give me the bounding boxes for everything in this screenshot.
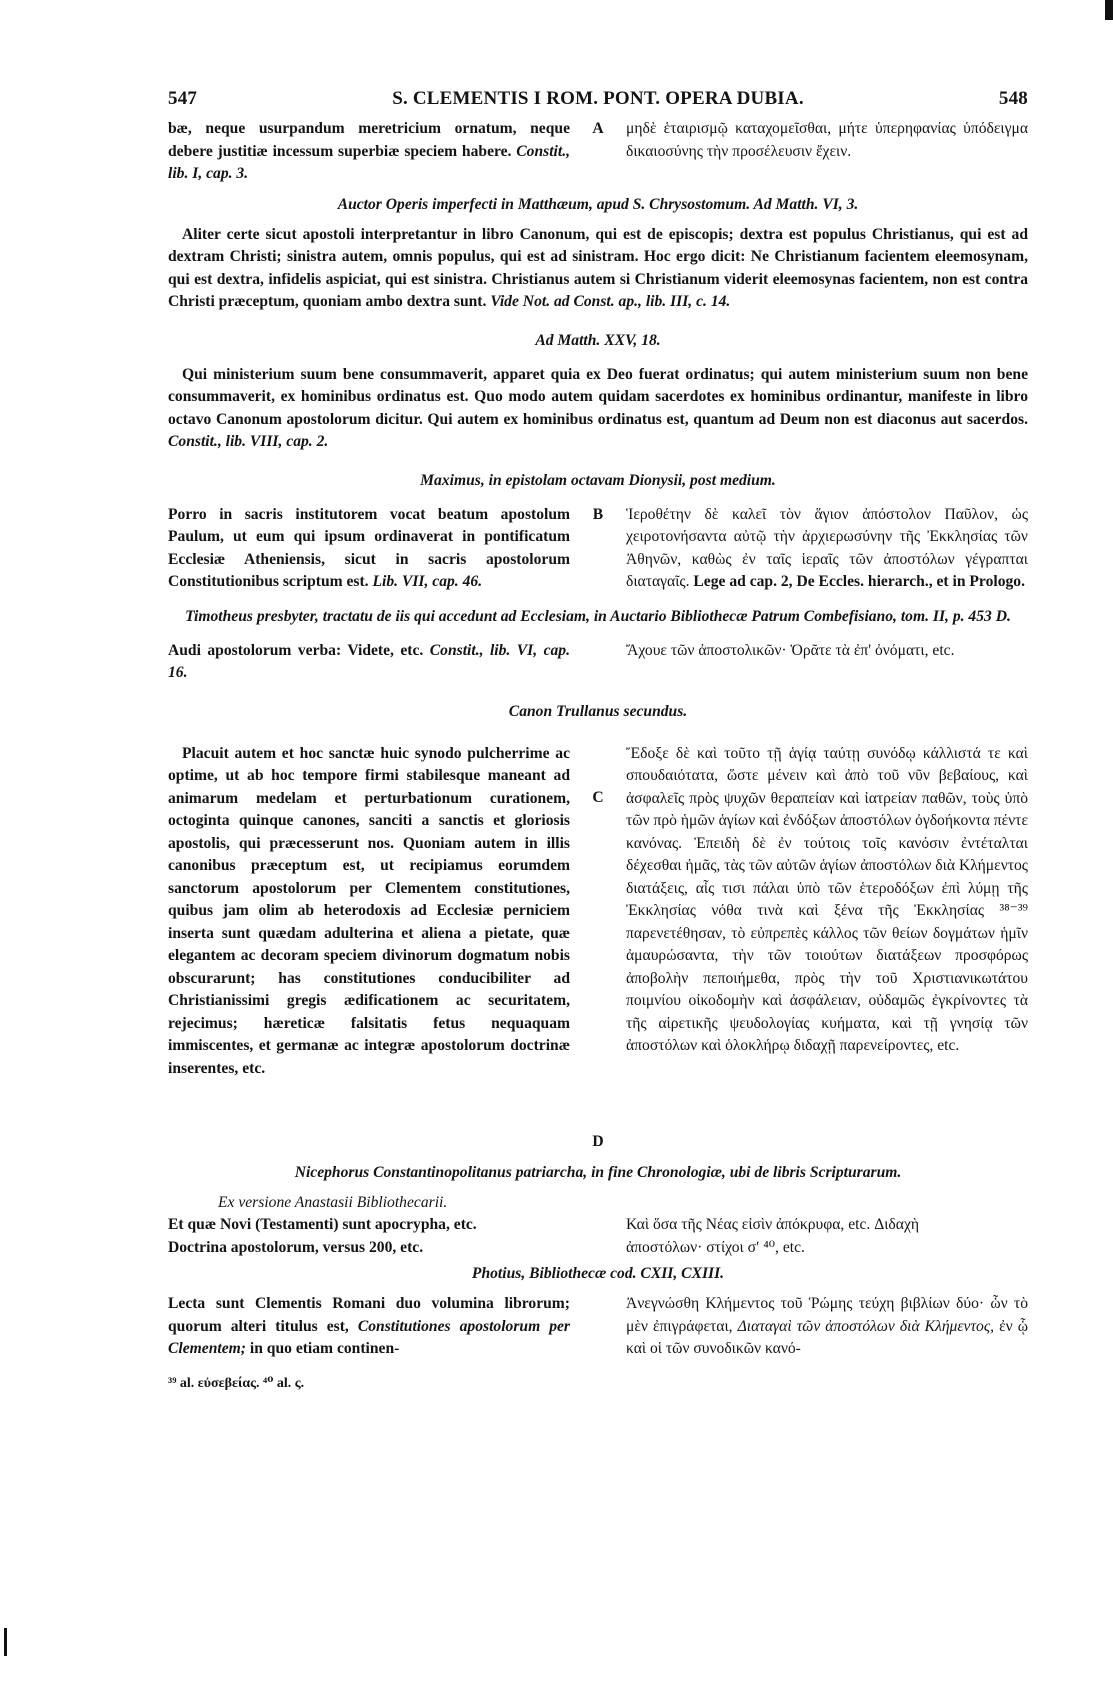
latin-column bbox=[168, 504, 570, 594]
section-constitutions-continued bbox=[168, 118, 1028, 186]
section-heading: Ad Matth. XXV, 18. bbox=[535, 331, 661, 349]
book-title: Διαταγαὶ τῶν ἀποστόλων διὰ Κλήμεντος, bbox=[737, 1317, 995, 1335]
greek-text: ἐν ᾧ καὶ οἱ τῶν συνοδικῶν κανό- bbox=[626, 1317, 1029, 1357]
running-header bbox=[168, 88, 1028, 118]
greek-text: Ἔδοξε δὲ καὶ τοῦτο τῇ ἁγίᾳ ταύτῃ συνόδῳ κάλλιστά τε καὶ σπουδαιότατα, ὥστε μένειν καὶ ἀπὸ τοῦ νῦν βεβαίους, καὶ ἀσφαλεῖς πρὸς ψυχῶν θεραπείαν καὶ ἰατρείαν παθῶν, τοὺς ὑπὸ τῶν πρὸ ἡμῶν ἁγίων καὶ ἐνδόξων ἀποστόλων ὀγδοήκοντα πέντε κανόνας. Ἐπειδὴ δὲ ἐν τούτοις τοῖς κανόσιν ἐντέταλται δέχεσθαι ἡμᾶς, τὰς τῶν αὐτῶν ἁγίων ἀποστόλων διὰ Κλήμεντος διατάξεις, αἷς τισι πάλαι ὑπὸ τῶν ἑτεροδόξων ἐπὶ λύμῃ τῆς Ἐκκλησίας νόθα τινὰ καὶ ξένα τῆς Ἐκκλησίας ³⁸⁻³⁹ παρενετέθησαν, τὸ εὐπρεπὲς κάλλος τῶν θείων δογμάτων ἡμῖν ἀμαυρώσαντα, τὴν τῶν τοιούτων διατάξεων προσφόρως ἀποβολὴν πεποιήμεθα, πρὸς τὴν τοῦ Χριστιανικωτάτου ποιμνίου οἰκοδομὴν καὶ ἀσφάλειαν, οὐδαμῶς ἐγκρίνοντες τὰ τῆς αἱρετικῆς ψευδολογίας κυήματα, καὶ τῇ γνησίᾳ τῶν ἀποστόλων καὶ ὁλοκλήρῳ διδαχῇ παρενείροντες, etc. bbox=[626, 744, 1028, 1054]
paragraph-text: Qui ministerium suum bene consummaverit, apparet quia ex Deo fuerat ordinatus; qui autem ministerium suum non bene consummaverit, ex hominibus ordinatus est. Quo modo autem quidam sacerdotes ex hominibus ordinantur, manifeste in libro octavo Canonum apostolorum dicitur. Qui autem ex hominibus ordinatus est, quantum ad Deum non est diaconus aut sacerdos. bbox=[168, 365, 1028, 428]
section-heading: Maximus, in epistolam octavam Dionysii, post medium. bbox=[420, 471, 776, 489]
greek-line: Καὶ ὅσα τῆς Νέας εἰσὶν ἀπόκρυφα, etc. Διδαχὴ bbox=[626, 1216, 920, 1233]
scan-edge-mark bbox=[4, 1628, 7, 1656]
citation: Constit., lib. VI, cap. 16. bbox=[168, 641, 570, 681]
greek-column bbox=[626, 504, 1028, 594]
greek-column bbox=[626, 1293, 1028, 1361]
greek-text: Ἄχουε τῶν ἀποστολικῶν· Ὁρᾶτε τὰ ἐπ' ὀνόματι, etc. bbox=[626, 641, 955, 659]
scan-edge-mark bbox=[1105, 0, 1113, 20]
page-number-left: 547 bbox=[168, 88, 198, 109]
margin-letters bbox=[588, 743, 608, 1154]
latin-column bbox=[168, 743, 570, 1081]
latin-column bbox=[168, 640, 570, 685]
latin-text: Lecta sunt Clementis Romani duo volumina librorum; quorum alteri titulus est, bbox=[168, 1295, 570, 1335]
latin-column bbox=[168, 1214, 570, 1259]
citation: Constit., lib. VIII, cap. 2. bbox=[168, 433, 329, 450]
greek-column bbox=[626, 640, 1028, 663]
margin-letter: B bbox=[592, 505, 604, 523]
paragraph bbox=[168, 224, 1028, 314]
latin-line: Et quæ Novi (Testamenti) sunt apocrypha, etc. bbox=[168, 1216, 477, 1233]
paragraph bbox=[168, 364, 1028, 454]
greek-text: Ἀνεγνώσθη Κλήμεντος τοῦ Ῥώμης τεύχη βιβλίων δύο· ὧν τὸ μὲν ἐπιγράφεται, bbox=[626, 1295, 1028, 1335]
section-timotheus bbox=[168, 640, 1028, 685]
subheading: Ex versione Anastasii Bibliothecarii. bbox=[218, 1193, 448, 1211]
margin-letter: D bbox=[592, 1133, 604, 1150]
page-number-right: 548 bbox=[998, 88, 1028, 109]
section-photius bbox=[168, 1293, 1028, 1361]
latin-text: bæ, neque usurpandum meretricium ornatum, neque debere justitiæ incessum superbiæ speciem habere. bbox=[168, 120, 570, 160]
section-heading: Nicephorus Constantinopolitanus patriarcha, in fine Chronologiæ, ubi de libris Scripturarum. bbox=[294, 1163, 902, 1181]
latin-line: Doctrina apostolorum, versus 200, etc. bbox=[168, 1238, 424, 1256]
citation: Vide Not. ad Const. ap., lib. III, c. 14. bbox=[490, 293, 731, 310]
greek-column bbox=[626, 1214, 1028, 1259]
greek-column bbox=[626, 743, 1028, 1058]
document-page bbox=[168, 88, 1028, 1395]
section-heading: Timotheus presbyter, tractatu de iis qui accedunt ad Ecclesiam, in Auctario Bibliothecæ Patrum Combefisiano, tom. II, p. 453 D. bbox=[185, 607, 1011, 625]
section-heading: Auctor Operis imperfecti in Matthæum, apud S. Chrysostomum. Ad Matth. VI, 3. bbox=[337, 195, 859, 213]
section-canon-trullanus bbox=[168, 743, 1028, 1154]
greek-text: Ἱεροθέτην δὲ καλεῖ τὸν ἅγιον ἀπόστολον Παῦλον, ὡς χειροτονήσαντα αὐτῷ τὴν ἀρχιερωσύνην τῆς Ἐκκλησίας τῶν Ἀθηνῶν, καθὼς ἐν ταῖς ἱεραῖς τῶν ἀποστόλων γέγραπται διαταγαῖς. bbox=[626, 505, 1028, 590]
section-nicephorus bbox=[168, 1214, 1028, 1259]
paragraph-text: Aliter certe sicut apostoli interpretantur in libro Canonum, qui est de episcopis; dextra est populus Christianus, qui est ad dextram Christi; sinistra autem, omnis populus, qui est ad sinistram. Hoc ergo dicit: Ne Christianum facientem eleemosynam, qui est dextra, infidelis aspiciat, qui est sinistra. Christianus autem si Christianum viderit eleemosynas facientem, non est contra Christi præceptum, quoniam ambo dextra sunt. bbox=[168, 225, 1028, 310]
latin-column bbox=[168, 118, 570, 186]
latin-text: Placuit autem et hoc sanctæ huic synodo pulcherrime ac optime, ut ab hoc tempore firmi stabilesque maneant ad animarum medelam et perturbationum curationem, octoginta quinque canones, sanciti a sanctis et gloriosis apostolis, qui præcesserunt nos. Quoniam autem in illis canonibus præceptum est, ut recipiamus eorumdem sanctorum apostolorum per Clementem constitutiones, quibus jam olim ab heterodoxis ad Ecclesiæ perniciem inserta sunt quædam adulterina et aliena a pietate, quæ elegantem ac decoram speciem divinorum dogmatum nobis obscurarunt; has constitutiones conducibiliter ad Christianissimi gregis ædificationem ac securitatem, rejecimus; hæreticæ falsitatis fetus nequaquam immiscentes, et germanæ ac integræ apostolorum doctrinæ inserentes, etc. bbox=[168, 744, 570, 1077]
section-heading: Canon Trullanus secundus. bbox=[508, 702, 688, 720]
section-heading: Photius, Bibliothecæ cod. CXII, CXIII. bbox=[471, 1265, 725, 1282]
page-title: S. CLEMENTIS I ROM. PONT. OPERA DUBIA. bbox=[392, 88, 804, 109]
greek-line: ἀποστόλων· στίχοι σʹ ⁴⁰, etc. bbox=[626, 1238, 805, 1256]
citation: Lib. VII, cap. 46. bbox=[372, 573, 483, 590]
book-title: Constitutiones apostolorum per Clementem; bbox=[168, 1317, 571, 1357]
latin-text: in quo etiam continen- bbox=[249, 1340, 400, 1357]
latin-text: Audi apostolorum verba: Videte, etc. bbox=[168, 641, 424, 659]
editor-note: Lege ad cap. 2, De Eccles. hierarch., et in Prologo. bbox=[693, 573, 1025, 590]
section-maximus bbox=[168, 504, 1028, 594]
greek-column bbox=[626, 118, 1028, 163]
greek-text: μηδὲ ἑταιρισμῷ καταχομεῖσθαι, μήτε ὑπερηφανίας ὑπόδειγμα δικαιοσύνης τὴν προσέλευσιν ἔχειν. bbox=[626, 120, 1028, 160]
margin-letter: C bbox=[592, 788, 604, 806]
latin-column bbox=[168, 1293, 570, 1361]
footnotes: ³⁹ al. εὐσεβείας. ⁴⁰ al. ς. bbox=[168, 1375, 305, 1391]
margin-letter: A bbox=[592, 120, 604, 137]
citation: Constit., lib. I, cap. 3. bbox=[168, 142, 570, 182]
latin-text: Porro in sacris institutorem vocat beatum apostolum Paulum, ut eum qui ipsum ordinaverat in pontificatum Ecclesiæ Atheniensis, sicut in sacris apostolorum Constitutionibus scriptum est. bbox=[168, 505, 570, 590]
